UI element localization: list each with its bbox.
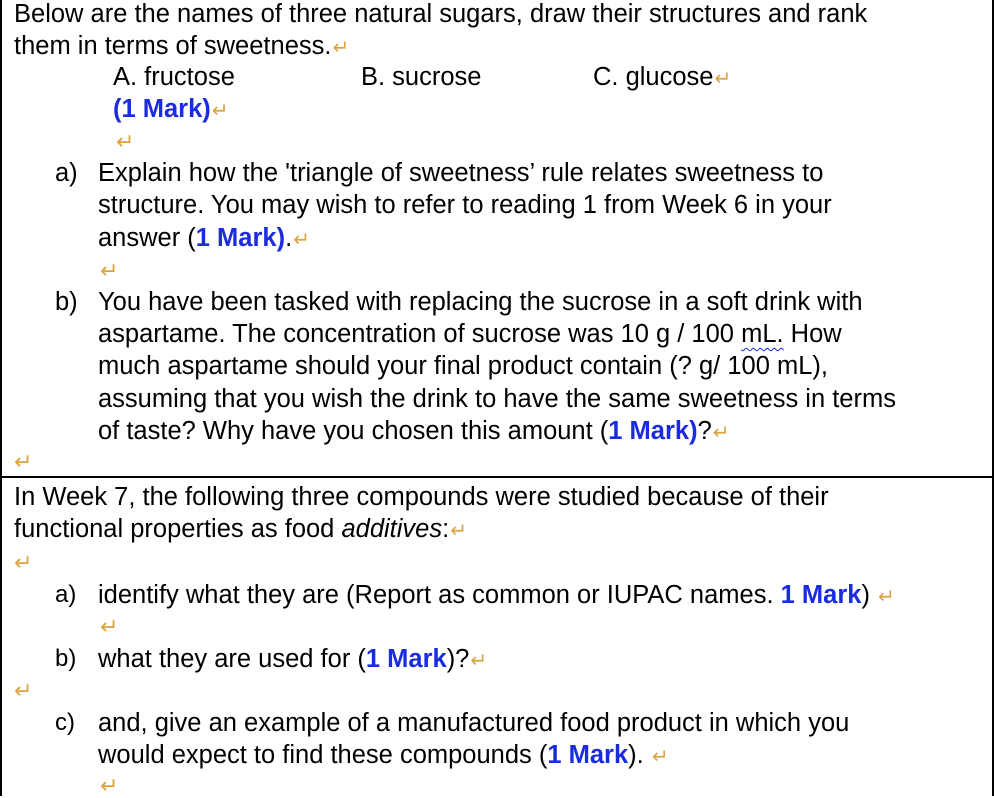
- question-b-line-4: assuming that you wish the drink to have the same sweetness in terms: [98, 385, 896, 413]
- intro-line-2: them in terms of sweetness.↵: [14, 32, 350, 60]
- sugar-c: C. glucose↵: [593, 63, 732, 91]
- question-label-b: b): [55, 288, 78, 316]
- additives-question-c-line-2: would expect to find these compounds (1 Mark). ↵: [98, 741, 669, 769]
- sugar-b: B. sucrose: [361, 63, 482, 91]
- paragraph-mark-icon: ↵: [450, 520, 467, 542]
- paragraph-mark-icon: ↵: [100, 258, 119, 283]
- paragraph-mark-icon: ↵: [100, 614, 119, 639]
- paragraph-mark-icon: ↵: [470, 650, 488, 672]
- additives-question-c-line-1: and, give an example of a manufactured food product in which you: [98, 709, 850, 737]
- paragraph-mark-icon: ↵: [293, 229, 310, 251]
- mark-allocation: (1 Mark)↵: [113, 95, 229, 123]
- paragraph-mark-icon: ↵: [14, 449, 33, 474]
- question-a-line-2: structure. You may wish to refer to reading 1 from Week 6 in your: [98, 191, 832, 219]
- additives-question-b: what they are used for (1 Mark)?↵: [98, 645, 488, 673]
- additives-intro-line-1: In Week 7, the following three compounds were studied because of their: [14, 483, 829, 511]
- additives-question-label-c: c): [55, 709, 75, 736]
- paragraph-mark-icon: ↵: [116, 129, 135, 154]
- intro-line-1: Below are the names of three natural sugars, draw their structures and rank: [14, 0, 868, 28]
- additives-question-a: identify what they are (Report as common or IUPAC names. 1 Mark) ↵: [98, 581, 895, 609]
- question-a-line-1: Explain how the 'triangle of sweetness’ rule relates sweetness to: [98, 159, 824, 187]
- question-b-line-2: aspartame. The concentration of sucrose was 10 g / 100 mL. How: [98, 320, 842, 348]
- question-a-line-3: answer (1 Mark).↵: [98, 224, 310, 252]
- paragraph-mark-icon: ↵: [14, 678, 33, 703]
- paragraph-mark-icon: ↵: [651, 746, 669, 768]
- paragraph-mark-icon: ↵: [211, 100, 229, 122]
- paragraph-mark-icon: ↵: [332, 37, 350, 59]
- paragraph-mark-icon: ↵: [100, 773, 119, 798]
- additives-intro-line-2: functional properties as food additives:↵: [14, 515, 467, 543]
- additives-question-label-a: a): [55, 581, 77, 608]
- question-label-a: a): [55, 159, 78, 187]
- question-b-line-3: much aspartame should your final product contain (? g/ 100 mL),: [98, 352, 828, 380]
- paragraph-mark-icon: ↵: [712, 422, 730, 444]
- additives-question-label-b: b): [55, 645, 77, 672]
- question-b-line-5: of taste? Why have you chosen this amount (1 Mark)?↵: [98, 417, 730, 445]
- question-b-line-1: You have been tasked with replacing the sucrose in a soft drink with: [98, 288, 863, 316]
- paragraph-mark-icon: ↵: [878, 586, 895, 608]
- sugar-a: A. fructose: [113, 63, 235, 91]
- paragraph-mark-icon: ↵: [14, 550, 33, 575]
- paragraph-mark-icon: ↵: [714, 68, 732, 90]
